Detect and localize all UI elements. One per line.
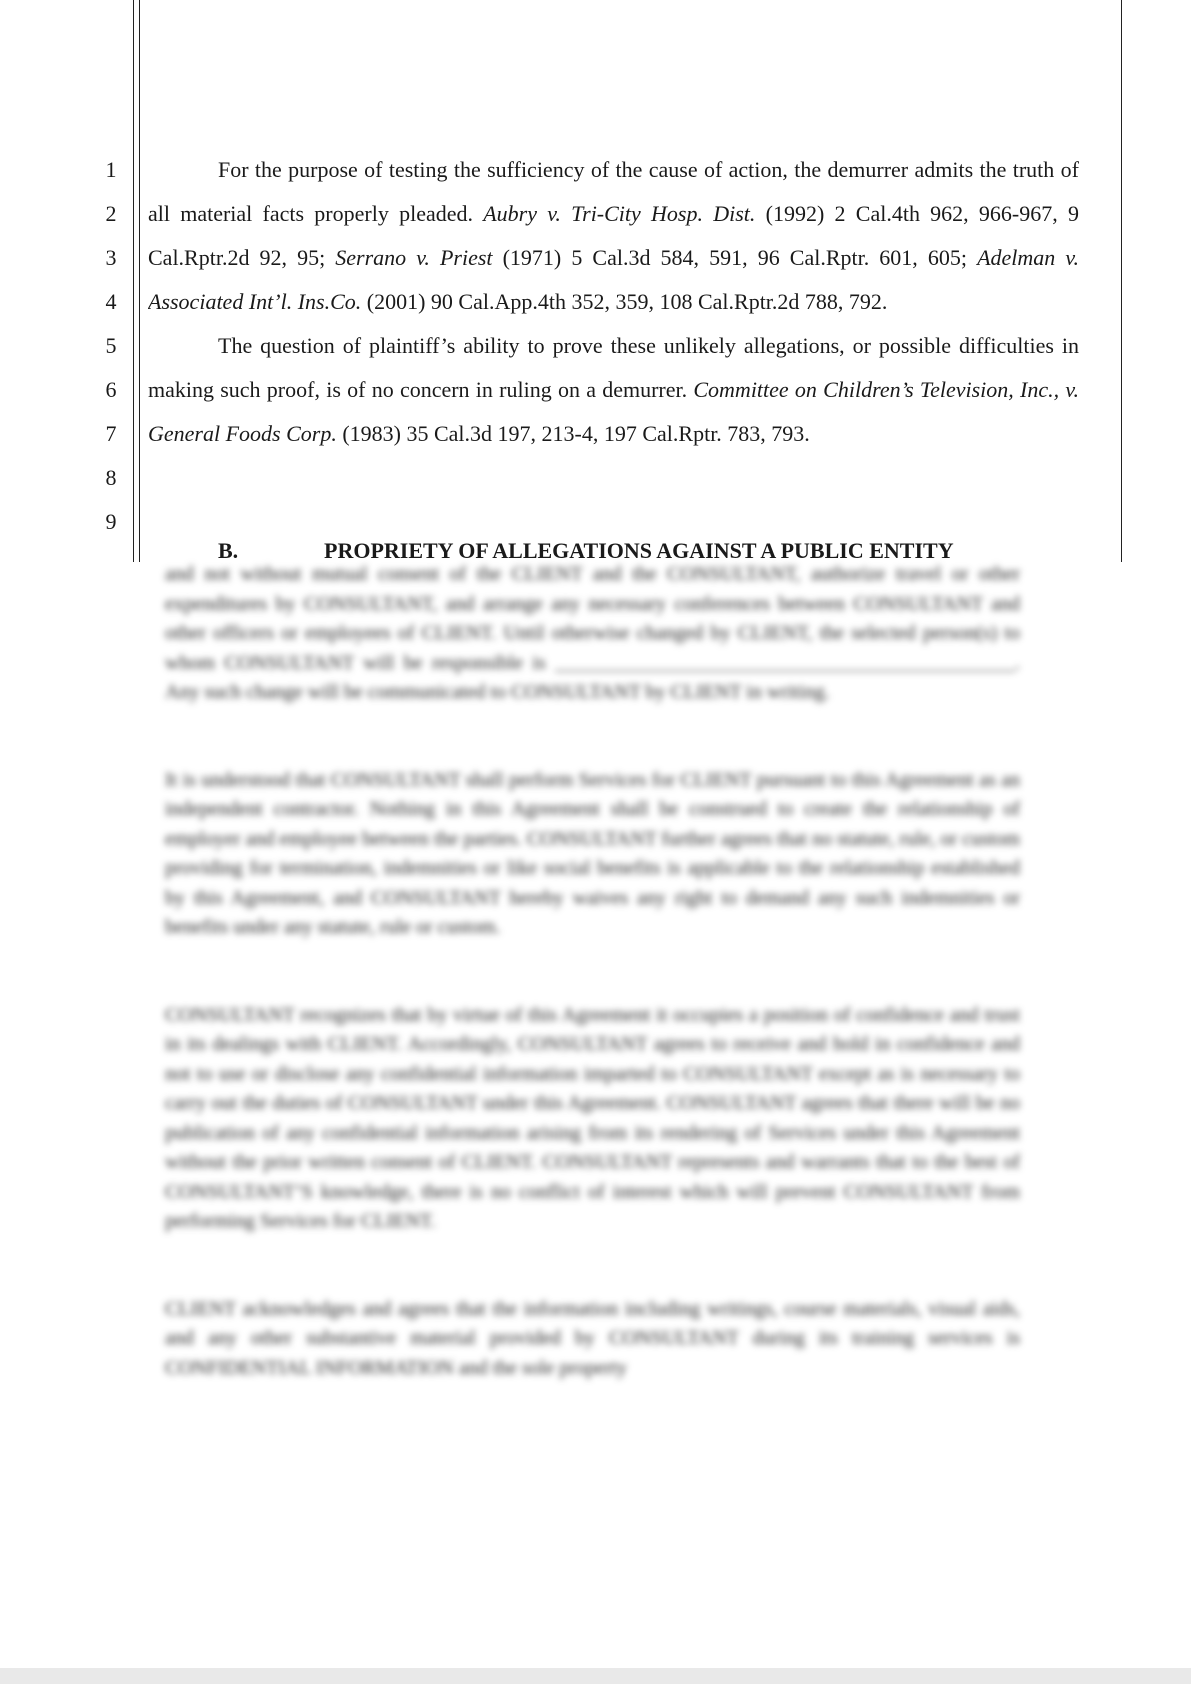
line-number: 4 [105,289,117,314]
line-number: 1 [105,157,117,182]
case-citation: Serrano v. Priest [335,245,493,270]
line-number: 8 [105,465,117,490]
paragraph-ability-to-prove [148,324,1079,456]
pleading-body [148,148,1079,560]
blurred-content [165,560,1020,1413]
page-bottom-bar [0,1668,1191,1684]
case-citation: Committee on Children’s Television, Inc., v. General Foods Corp. [148,377,1079,446]
line-number: 9 [105,509,117,534]
section-letter: B. [218,538,239,562]
paragraph-text: (1992) 2 Cal.4th 962, 966-967, 9 Cal.Rptr.2d 92, 95; [148,201,1079,270]
left-margin-rule-inner [139,0,140,562]
paragraph-text: (2001) 90 Cal.App.4th 352, 359, 108 Cal.Rptr.2d 788, 792. [361,289,888,314]
paragraph-text: (1971) 5 Cal.3d 584, 591, 96 Cal.Rptr. 601, 605; [492,245,978,270]
line-number: 3 [105,245,117,270]
paragraph-text: For the purpose of testing the sufficiency of the cause of action, the demurrer admits the truth of all material facts properly pleaded. [148,157,1079,226]
case-citation: Aubry v. Tri-City Hosp. Dist. [483,201,756,226]
blurred-paragraph: CLIENT acknowledges and agrees that the information including writings, course materials, visual aids, and any other substantive material provided by CONSULTANT during its training services is CONFIDENTIAL INFORMATION and the sole property [165,1297,1020,1379]
blurred-paragraph: It is understood that CONSULTANT shall perform Services for CLIENT pursuant to this Agreement as an independent contractor. Nothing in this Agreement shall be construed to create the relationship of employer and employee between the parties. CONSULTANT further agrees that no statute, rule, or custom providing for termination, indemnities or like social benefits is applicable to the relationship established by this Agreement, and CONSULTANT hereby waives any right to demand any such indemnities or benefits under any statute, rule or custom. [165,768,1020,938]
line-number: 2 [105,201,117,226]
paragraph-text: The question of plaintiff’s ability to prove these unlikely allegations, or possible difficulties in making such proof, is of no concern in ruling on a demurrer. [148,333,1079,402]
line-number: 7 [105,421,117,446]
blurred-paragraph: CONSULTANT recognizes that by virtue of this Agreement it occupies a position of confidence and trust in its dealings with CLIENT. Accordingly, CONSULTANT agrees to receive and hold in confidence and not to use or disclose any confidential information imparted to CONSULTANT except as is necessary to carry out the duties of CONSULTANT under this Agreement. CONSULTANT agrees that there will be no publication of any confidential information arising from its rendering of Services under this Agreement without the prior written consent of CLIENT. CONSULTANT represents and warrants that to the best of CONSULTANT’S knowledge, there is no conflict of interest which will prevent CONSULTANT from performing Services for CLIENT. [165,1003,1020,1232]
paragraph-text: (1983) 35 Cal.3d 197, 213-4, 197 Cal.Rptr. 783, 793. [336,421,810,446]
case-citation: Adelman v. Associated Int’l. Ins.Co. [148,245,1079,314]
blurred-paragraph: and not without mutual consent of the CLIENT and the CONSULTANT, authorize travel or other expenditures by CONSULTANT, and arrange any necessary conferences between CONSULTANT and other officers or employees of CLIENT. Until otherwise changed by CLIENT, the selected person(s) to whom CONSULTANT will be responsible is ______________________________________________. Any such change will be communicated to CONSULTANT by CLIENT in writing. [165,563,1020,703]
paragraph-demurrer-admits [148,148,1079,324]
line-numbers [96,148,126,544]
right-margin-rule [1121,0,1122,562]
line-number: 6 [105,377,117,402]
left-margin-rule-outer [133,0,134,562]
section-heading [218,536,954,562]
section-title: PROPRIETY OF ALLEGATIONS AGAINST A PUBLIC ENTITY [324,538,954,562]
line-number: 5 [105,333,117,358]
